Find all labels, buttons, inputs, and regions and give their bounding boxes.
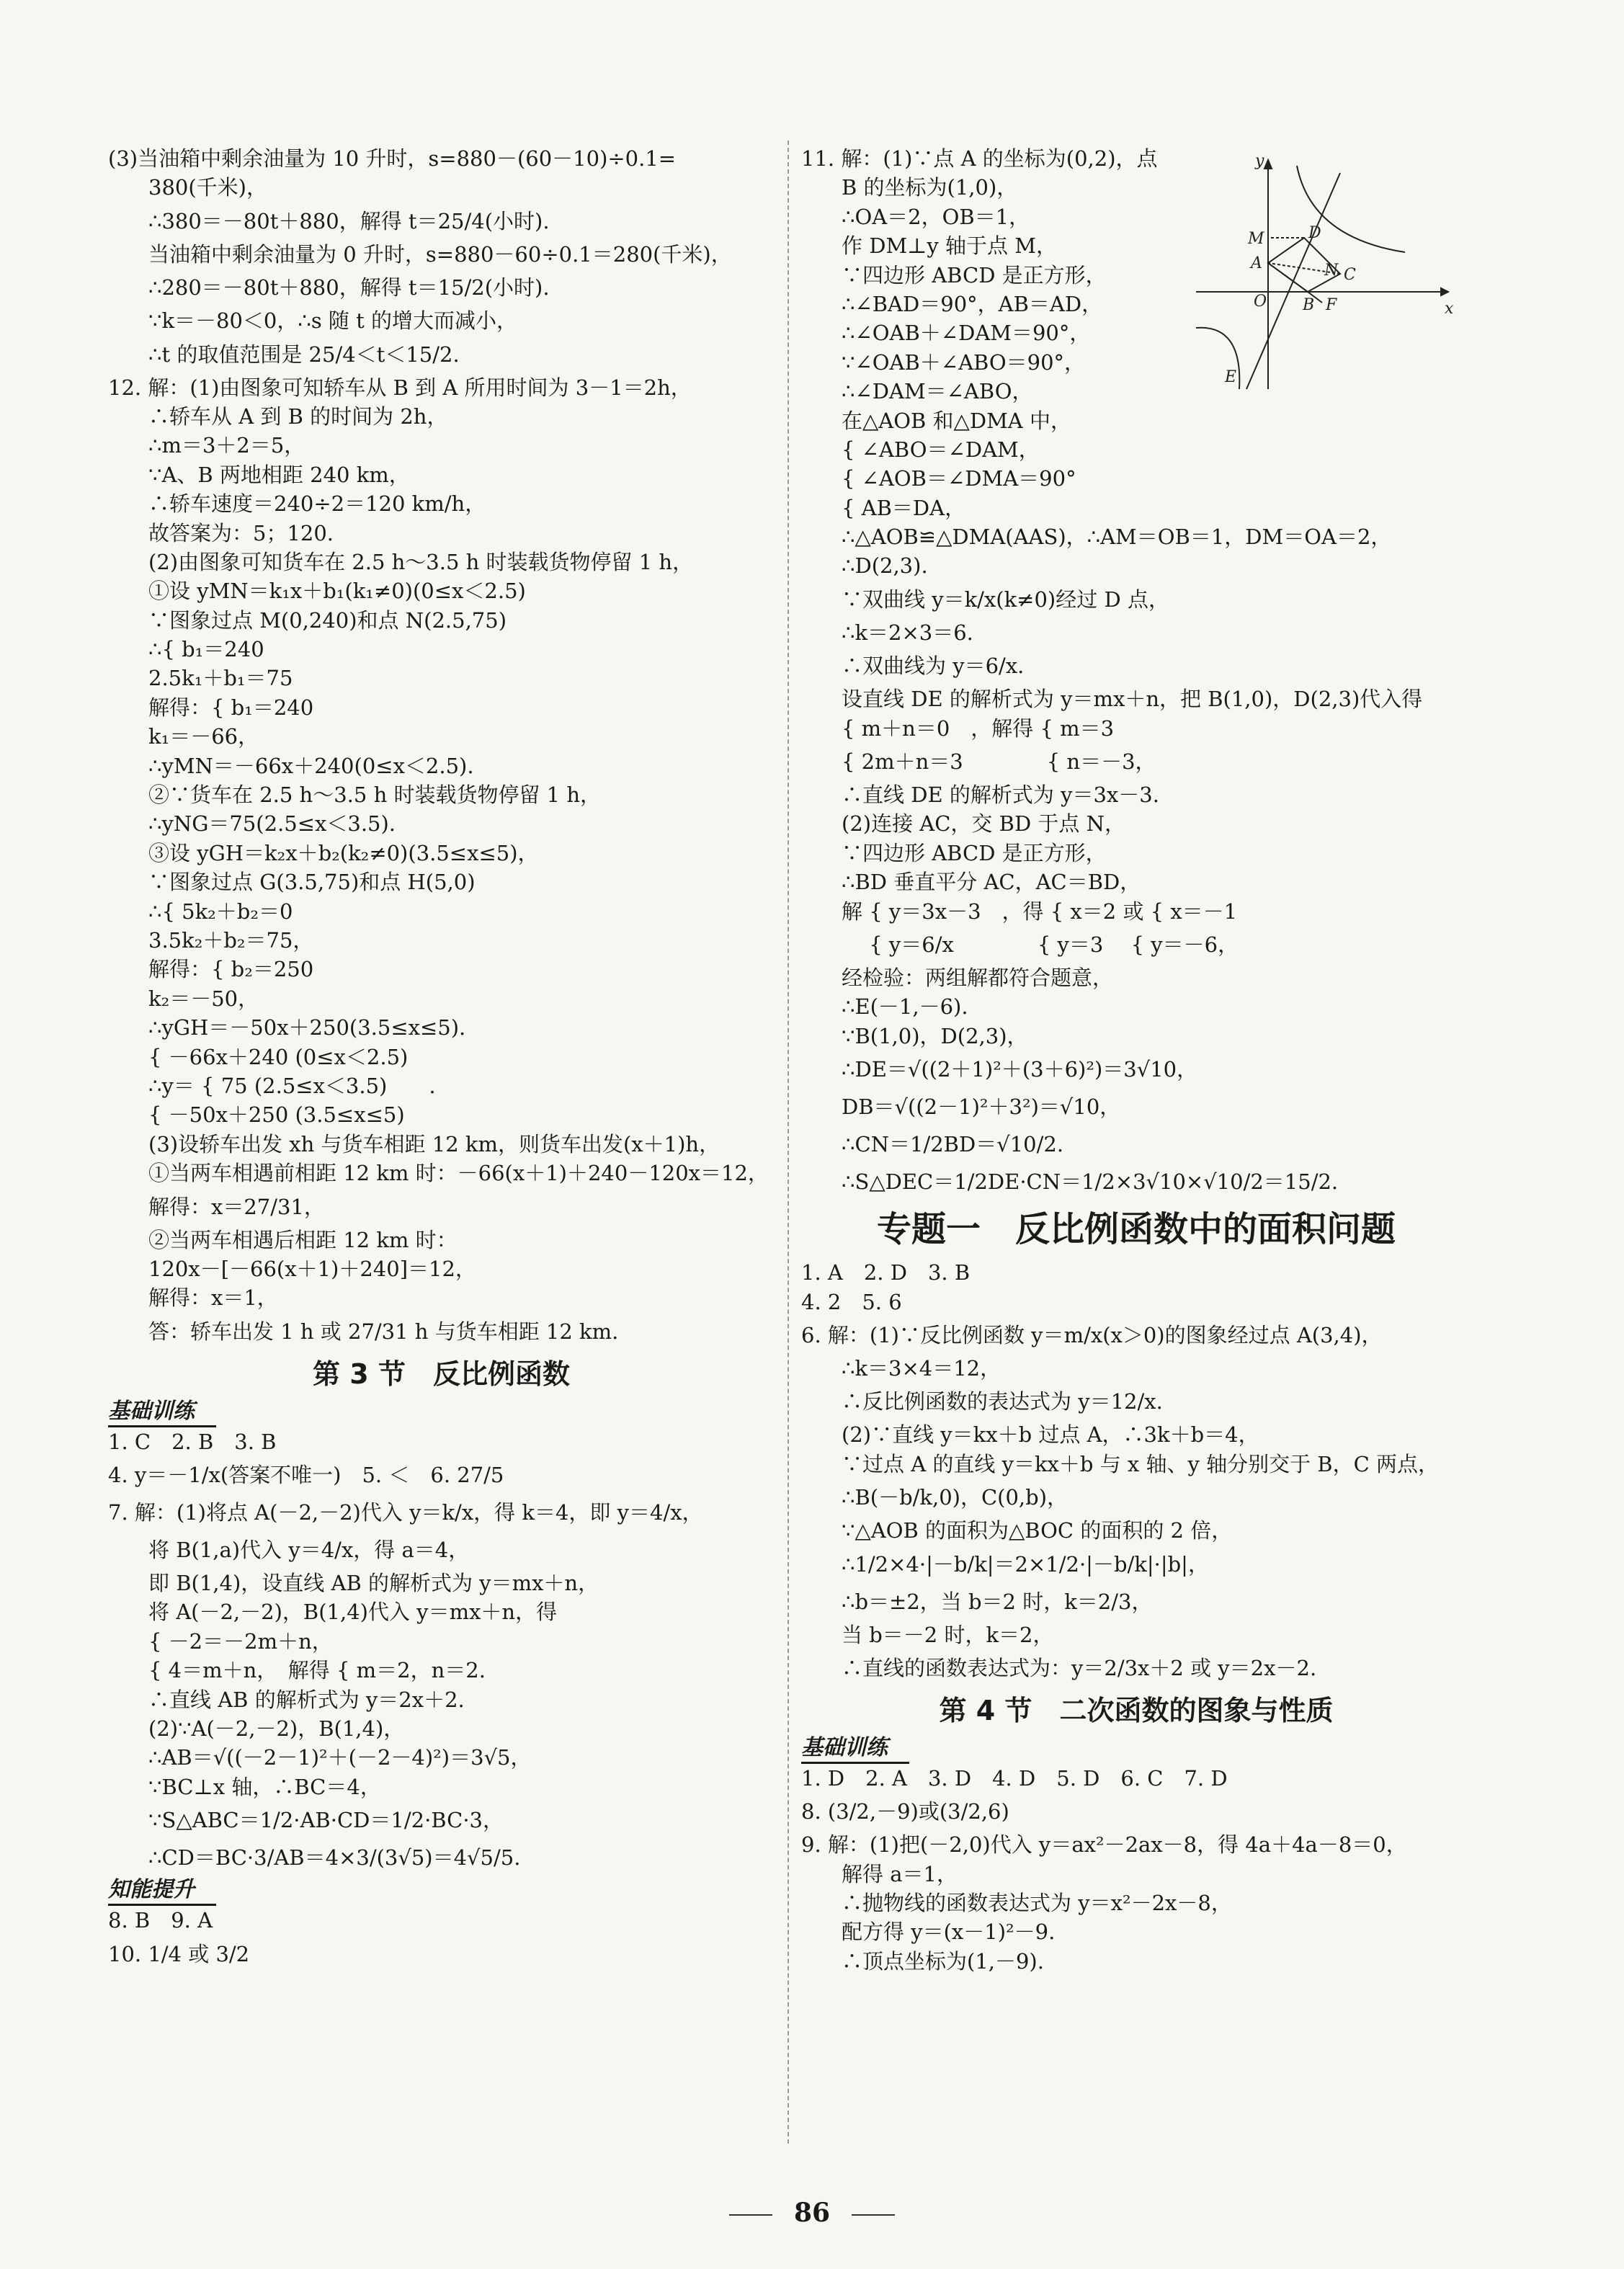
text-line: ∴AB＝√((－2－1)²＋(－2－4)²)＝3√5， xyxy=(148,1745,532,1770)
text-line: ∴yNG＝75(2.5≤x＜3.5). xyxy=(148,811,396,837)
label-y: y xyxy=(1255,152,1264,170)
text-line: ∴∠DAM＝∠ABO， xyxy=(842,379,1033,404)
text-line: ∴S△DEC＝1/2DE·CN＝1/2×3√10×√10/2＝15/2. xyxy=(842,1169,1339,1195)
text-line: 设直线 DE 的解析式为 y＝mx＋n，把 B(1,0)，D(2,3)代入得 xyxy=(842,687,1423,712)
text-line: 1. D 2. A 3. D 4. D 5. D 6. C 7. D xyxy=(801,1765,1228,1791)
section-4-title: 第 4 节 二次函数的图象与性质 xyxy=(939,1694,1334,1726)
text-line: ∴∠OAB＋∠DAM＝90°， xyxy=(842,321,1091,346)
label-x: x xyxy=(1445,300,1454,318)
text-line: 2.5k₁＋b₁＝75 xyxy=(148,666,293,691)
text-line: ∴1/2×4·|－b/k|＝2×1/2·|－b/k|·|b|， xyxy=(842,1551,1209,1577)
text-line: ∵k＝－80＜0，∴s 随 t 的增大而减小， xyxy=(148,308,518,334)
text-line: ∴顶点坐标为(1,－9). xyxy=(842,1948,1044,1974)
text-line: 将 A(－2,－2)，B(1,4)代入 y＝mx＋n，得 xyxy=(148,1600,558,1625)
right-column xyxy=(801,144,1471,1976)
text-line: 答：轿车出发 1 h 或 27/31 h 与货车相距 12 km. xyxy=(148,1319,619,1344)
section-3-title: 第 3 节 反比例函数 xyxy=(313,1358,570,1390)
text-line: 将 B(1,a)代入 y＝4/x，得 a＝4， xyxy=(148,1538,470,1563)
section-4-answers xyxy=(801,1764,1471,1976)
text-line: (2)由图象可知货车在 2.5 h～3.5 h 时装载货物停留 1 h， xyxy=(148,549,694,574)
topic-1-title: 专题一 反比例函数中的面积问题 xyxy=(876,1209,1396,1250)
text-line: { ∠ABO＝∠DAM， xyxy=(842,437,1040,462)
coordinate-figure xyxy=(1189,151,1455,396)
improvement-answers xyxy=(108,1906,775,1972)
text-line: { m＋n＝0 ，解得 { m＝3 xyxy=(842,716,1115,741)
text-line: 3.5k₂＋b₂＝75， xyxy=(148,927,314,953)
text-line: ∴b＝±2，当 b＝2 时，k＝2/3， xyxy=(842,1589,1153,1614)
text-line: ②∵货车在 2.5 h～3.5 h 时装载货物停留 1 h， xyxy=(148,783,602,808)
text-line: ∴DE＝√((2＋1)²＋(3＋6)²)＝3√10， xyxy=(842,1057,1198,1082)
text-line: ∵BC⊥x 轴，∴BC＝4， xyxy=(148,1774,381,1799)
text-line: ∵△AOB 的面积为△BOC 的面积的 2 倍， xyxy=(842,1518,1233,1543)
text-line: ②当两车相遇后相距 12 km 时： xyxy=(148,1227,458,1252)
label-e: E xyxy=(1225,368,1237,386)
text-line: (2)∵直线 y＝kx＋b 过点 A，∴3k＋b＝4， xyxy=(842,1422,1259,1448)
page-number xyxy=(0,2198,1624,2228)
basic-training-label: 基础训练 xyxy=(108,1398,216,1427)
label-b: B xyxy=(1303,296,1315,314)
text-line: 6. 解：(1)∵反比例函数 y＝m/x(x＞0)的图象经过点 A(3,4)， xyxy=(801,1322,1383,1347)
text-line: ∵∠OAB＋∠ABO＝90°， xyxy=(842,349,1086,375)
text-line: ∴280＝－80t＋880，解得 t＝15/2(小时). xyxy=(148,275,550,300)
text-line: DB＝√((2－1)²＋3²)＝√10， xyxy=(842,1095,1121,1120)
text-line: 解得：{ b₂＝250 xyxy=(148,957,314,982)
text-line: { 4＝m＋n， 解得 { m＝2，n＝2. xyxy=(148,1658,486,1683)
text-line: ∴{ 5k₂＋b₂＝0 xyxy=(148,899,293,924)
text-line: 8. (3/2,－9)或(3/2,6) xyxy=(801,1799,1009,1824)
page-number-text: 86 xyxy=(793,2198,831,2228)
text-line: (3)设轿车出发 xh 与货车相距 12 km，则货车出发(x＋1)h， xyxy=(148,1131,720,1156)
text-line: ∴OA＝2，OB＝1， xyxy=(842,204,1030,229)
text-line: ∴反比例函数的表达式为 y＝12/x. xyxy=(842,1389,1163,1414)
basic-training-label-2: 基础训练 xyxy=(801,1734,909,1764)
text-line: ∵过点 A 的直线 y＝kx＋b 与 x 轴、y 轴分别交于 B，C 两点， xyxy=(842,1451,1440,1476)
text-line: 作 DM⊥y 轴于点 M， xyxy=(842,233,1057,259)
text-line: ∴{ b₁＝240 xyxy=(148,637,264,662)
text-line: ①当两车相遇前相距 12 km 时：－66(x＋1)＋240－120x＝12， xyxy=(148,1161,769,1186)
text-line: ∴直线的函数表达式为：y＝2/3x＋2 或 y＝2x－2. xyxy=(842,1655,1317,1680)
text-line: ∵图象过点 G(3.5,75)和点 H(5,0) xyxy=(148,870,476,895)
text-line: ∴D(2,3). xyxy=(842,553,928,579)
topic-1-answers xyxy=(801,1258,1471,1687)
text-line: ∴轿车从 A 到 B 的时间为 2h， xyxy=(148,404,448,429)
text-line: ∴m＝3＋2＝5， xyxy=(148,433,305,458)
text-line: { AB＝DA， xyxy=(842,495,966,520)
text-line: (3)当油箱中剩余油量为 10 升时，s=880－(60－10)÷0.1= xyxy=(108,146,677,171)
text-line: { －50x＋250 (3.5≤x≤5) xyxy=(148,1102,405,1128)
text-line: ∵四边形 ABCD 是正方形， xyxy=(842,262,1107,287)
text-line: 解得 a＝1， xyxy=(842,1861,958,1886)
text-line: (2)∵A(－2,－2)，B(1,4)， xyxy=(148,1716,405,1742)
text-line: ∵双曲线 y＝k/x(k≠0)经过 D 点， xyxy=(842,587,1169,612)
text-line: 当油箱中剩余油量为 0 升时，s=880－60÷0.1＝280(千米)， xyxy=(148,241,732,267)
text-line: ∵图象过点 M(0,240)和点 N(2.5,75) xyxy=(148,607,507,633)
text-line: ∴抛物线的函数表达式为 y＝x²－2x－8， xyxy=(842,1891,1232,1916)
label-o: O xyxy=(1254,293,1267,311)
text-line: 解得：x＝1， xyxy=(148,1285,278,1311)
text-line: { ∠AOB＝∠DMA＝90° xyxy=(842,466,1076,491)
text-line: 解得：x＝27/31， xyxy=(148,1194,325,1219)
text-line: 7. 解：(1)将点 A(－2,－2)代入 y＝k/x，得 k＝4，即 y＝4/x， xyxy=(108,1500,703,1525)
text-line: ③设 yGH＝k₂x＋b₂(k₂≠0)(3.5≤x≤5)， xyxy=(148,840,539,865)
text-line: 故答案为：5；120. xyxy=(148,520,334,545)
text-line: ①设 yMN＝k₁x＋b₁(k₁≠0)(0≤x＜2.5) xyxy=(148,579,526,604)
text-line: 1. A 2. D 3. B xyxy=(801,1260,971,1285)
text-line: ∴∠BAD＝90°，AB＝AD， xyxy=(842,291,1103,316)
text-line: ∴yMN＝－66x＋240(0≤x＜2.5). xyxy=(148,753,474,778)
column-divider xyxy=(788,141,789,2144)
label-m: M xyxy=(1248,230,1264,248)
text-line: ∴CN＝1/2BD＝√10/2. xyxy=(842,1132,1064,1157)
text-line: ∴直线 AB 的解析式为 y＝2x＋2. xyxy=(148,1687,465,1712)
text-line: (2)连接 AC，交 BD 于点 N， xyxy=(842,811,1126,837)
text-line: B 的坐标为(1,0)， xyxy=(842,175,1018,200)
text-line: 11. 解：(1)∵点 A 的坐标为(0,2)，点 xyxy=(801,146,1158,171)
text-line: ∴t 的取值范围是 25/4＜t＜15/2. xyxy=(148,342,460,367)
text-line: ∴轿车速度＝240÷2＝120 km/h， xyxy=(148,491,486,517)
text-line: k₁＝－66， xyxy=(148,724,259,749)
text-line: { y＝6/x { y＝3 { y＝－6， xyxy=(842,932,1239,957)
text-line: ∴y＝ { 75 (2.5≤x＜3.5) . xyxy=(148,1073,436,1098)
label-n: N xyxy=(1324,262,1339,280)
text-line: 配方得 y＝(x－1)²－9. xyxy=(842,1920,1056,1945)
text-line: { 2m＋n＝3 { n＝－3， xyxy=(842,749,1156,775)
text-line: 即 B(1,4)，设直线 AB 的解析式为 y＝mx＋n， xyxy=(148,1571,599,1596)
text-line: 10. 1/4 或 3/2 xyxy=(108,1941,250,1966)
text-line: { －66x＋240 (0≤x＜2.5) xyxy=(148,1044,409,1069)
label-c: C xyxy=(1344,266,1356,284)
section-3-answers xyxy=(108,1427,775,1877)
text-line: 4. 2 5. 6 xyxy=(801,1289,902,1314)
text-line: 经检验：两组解都符合题意， xyxy=(842,965,1114,990)
text-line: 9. 解：(1)把(－2,0)代入 y＝ax²－2ax－8，得 4a＋4a－8＝0， xyxy=(801,1832,1407,1858)
text-line: ∴CD＝BC·3/AB＝4×3/(3√5)＝4√5/5. xyxy=(148,1845,521,1871)
text-line: 解 { y＝3x－3 ，得 { x＝2 或 { x＝－1 xyxy=(842,899,1238,924)
text-line: ∴k＝2×3＝6. xyxy=(842,620,973,645)
label-d: D xyxy=(1308,224,1321,242)
text-line: k₂＝－50， xyxy=(148,986,259,1011)
text-line: ∴直线 DE 的解析式为 y＝3x－3. xyxy=(842,783,1159,808)
text-line: 在△AOB 和△DMA 中， xyxy=(842,408,1071,433)
text-line: 12. 解：(1)由图象可知轿车从 B 到 A 所用时间为 3－1＝2h， xyxy=(108,375,692,400)
label-f: F xyxy=(1326,296,1337,314)
text-line: 8. B 9. A xyxy=(108,1908,213,1933)
text-line: ∵A、B 两地相距 240 km， xyxy=(148,462,410,487)
text-line: 当 b＝－2 时，k＝2， xyxy=(842,1622,1054,1647)
text-line: ∵B(1,0)，D(2,3)， xyxy=(842,1023,1028,1048)
text-line: ∴k＝3×4＝12， xyxy=(842,1355,1001,1381)
label-a: A xyxy=(1251,254,1262,272)
text-line: 120x－[－66(x＋1)＋240]＝12， xyxy=(148,1256,476,1281)
text-line: ∵四边形 ABCD 是正方形， xyxy=(842,840,1107,865)
text-line: { －2＝－2m＋n， xyxy=(148,1628,333,1654)
text-line: ∵S△ABC＝1/2·AB·CD＝1/2·BC·3， xyxy=(148,1808,504,1833)
left-solution-block xyxy=(108,144,775,1350)
text-line: ∴E(－1,－6). xyxy=(842,994,968,1020)
text-line: ∴双曲线为 y＝6/x. xyxy=(842,654,1025,679)
text-line: ∴yGH＝－50x＋250(3.5≤x≤5). xyxy=(148,1015,466,1040)
text-line: ∴380＝－80t＋880，解得 t＝25/4(小时). xyxy=(148,208,550,233)
text-line: 解得：{ b₁＝240 xyxy=(148,695,314,720)
text-line: ∴BD 垂直平分 AC，AC＝BD， xyxy=(842,870,1141,895)
text-line: 4. y＝－1/x(答案不唯一) 5. ＜ 6. 27/5 xyxy=(108,1463,504,1488)
text-line: ∴△AOB≌△DMA(AAS)，∴AM＝OB＝1，DM＝OA＝2， xyxy=(842,525,1392,550)
left-column xyxy=(108,144,775,1973)
text-line: 380(千米)， xyxy=(148,175,267,200)
text-line: 1. C 2. B 3. B xyxy=(108,1429,277,1454)
text-line: ∴B(－b/k,0)，C(0,b)， xyxy=(842,1485,1068,1510)
improvement-label: 知能提升 xyxy=(108,1876,216,1906)
